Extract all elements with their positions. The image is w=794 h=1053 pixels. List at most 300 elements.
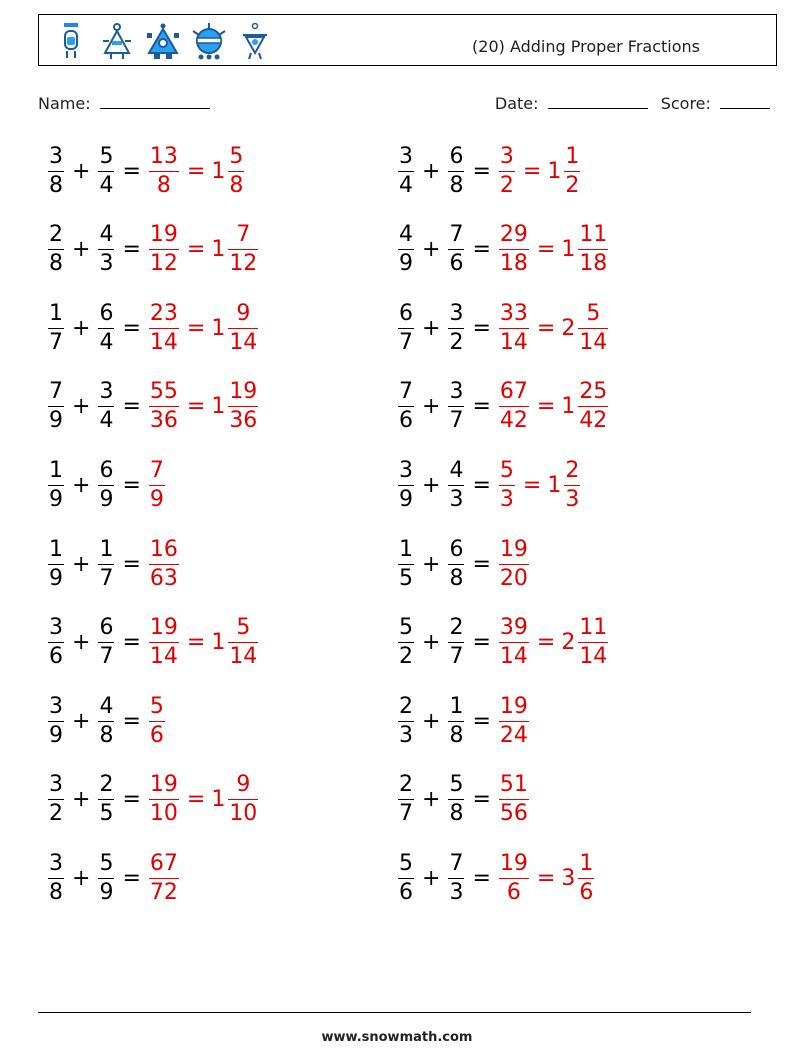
- score-line[interactable]: [720, 94, 770, 109]
- numerator: 3: [449, 379, 464, 405]
- answer-improper-fraction: [499, 617, 529, 668]
- addend-fraction: [448, 774, 464, 825]
- equals-sign: =: [536, 315, 556, 341]
- numerator: 3: [99, 379, 114, 405]
- plus-sign: +: [72, 472, 91, 498]
- denominator: 8: [229, 172, 244, 198]
- answer-whole-number: 1: [561, 394, 576, 420]
- answer: [497, 774, 531, 825]
- addend-fraction: [398, 224, 414, 275]
- problem-item: [396, 293, 610, 363]
- denominator: 56: [499, 801, 528, 827]
- denominator: 7: [399, 329, 413, 355]
- plus-sign: +: [422, 237, 441, 263]
- denominator: 72: [149, 879, 178, 905]
- equals-sign: =: [472, 630, 491, 656]
- denominator: 8: [149, 171, 179, 197]
- numerator: 7: [149, 457, 164, 483]
- addend-fraction: [448, 381, 464, 432]
- equals-sign: =: [522, 472, 542, 498]
- answer: [147, 224, 260, 275]
- addend-fraction: [48, 536, 64, 591]
- equals-sign: =: [472, 158, 491, 184]
- denominator: 8: [49, 172, 63, 198]
- answer-improper-fraction: [149, 693, 165, 748]
- answer: [497, 143, 582, 198]
- date-line[interactable]: [548, 94, 648, 109]
- answer: [147, 774, 260, 825]
- numerator: 7: [449, 222, 464, 248]
- addend-fraction: [98, 381, 114, 432]
- equals-sign: =: [122, 394, 141, 420]
- denominator: 9: [49, 486, 63, 512]
- equals-sign: =: [536, 865, 556, 891]
- denominator: 2: [399, 644, 413, 670]
- numerator: 7: [236, 222, 251, 248]
- denominator: 7: [99, 565, 114, 591]
- numerator: 5: [399, 850, 413, 876]
- numerator: 3: [49, 693, 63, 719]
- answer-improper-fraction: [149, 300, 179, 355]
- problem-item: [46, 529, 181, 599]
- robot-icon: [191, 21, 227, 61]
- numerator: 1: [49, 457, 63, 483]
- problem-item: [396, 765, 531, 835]
- answer-whole-number: 1: [211, 237, 226, 263]
- addend-fraction: [48, 381, 64, 432]
- numerator: 4: [399, 222, 413, 248]
- equals-sign: =: [186, 630, 206, 656]
- denominator: 14: [149, 329, 178, 355]
- denominator: 4: [399, 172, 413, 198]
- header-box: [38, 14, 777, 66]
- plus-sign: +: [72, 237, 91, 263]
- denominator: 7: [49, 329, 63, 355]
- answer-mixed-fraction: [564, 457, 580, 512]
- numerator: 2: [399, 693, 413, 719]
- numerator: 5: [236, 615, 251, 641]
- denominator: 4: [99, 408, 114, 434]
- plus-sign: +: [72, 315, 91, 341]
- equals-sign: =: [122, 708, 141, 734]
- equals-sign: =: [472, 472, 491, 498]
- plus-sign: +: [72, 551, 91, 577]
- numerator: 1: [565, 143, 580, 169]
- addend-fraction: [448, 693, 464, 748]
- numerator: 1: [49, 300, 63, 326]
- addend-fraction: [98, 224, 114, 275]
- plus-sign: +: [72, 865, 91, 891]
- addend-fraction: [398, 617, 414, 668]
- denominator: 3: [399, 722, 413, 748]
- equals-sign: =: [122, 472, 141, 498]
- answer-improper-fraction: [499, 224, 529, 275]
- answer-improper-fraction: [149, 536, 179, 591]
- addend-fraction: [48, 774, 64, 825]
- numerator: 6: [449, 536, 464, 562]
- answer: [497, 300, 610, 355]
- answer-mixed-fraction: [228, 224, 258, 275]
- answer: [497, 693, 531, 748]
- denominator: 14: [229, 644, 258, 670]
- numerator: 1: [579, 850, 594, 876]
- numerator: 13: [149, 143, 178, 169]
- denominator: 4: [99, 172, 114, 198]
- addend-fraction: [48, 457, 64, 512]
- equals-sign: =: [472, 237, 491, 263]
- numerator: 19: [229, 379, 258, 405]
- equals-sign: =: [472, 708, 491, 734]
- equals-sign: =: [122, 315, 141, 341]
- denominator: 10: [149, 801, 178, 827]
- addend-fraction: [448, 143, 464, 198]
- numerator: 55: [149, 379, 178, 405]
- problem-item: [396, 136, 582, 206]
- addend-fraction: [98, 536, 114, 591]
- answer-improper-fraction: [499, 457, 515, 512]
- plus-sign: +: [422, 472, 441, 498]
- numerator: 3: [399, 457, 413, 483]
- denominator: 6: [399, 408, 413, 434]
- answer: [147, 143, 246, 198]
- denominator: 7: [399, 801, 413, 827]
- name-label: Name:: [38, 94, 91, 113]
- answer-improper-fraction: [499, 774, 529, 825]
- plus-sign: +: [422, 315, 441, 341]
- answer-mixed-fraction: [578, 300, 608, 355]
- answer-whole-number: 1: [211, 787, 226, 813]
- denominator: 7: [99, 644, 114, 670]
- date-score-fields: [495, 94, 770, 113]
- denominator: 20: [499, 565, 528, 591]
- answer-mixed-fraction: [578, 617, 608, 668]
- addend-fraction: [398, 457, 414, 512]
- date-label: Date:: [494, 94, 539, 113]
- equals-sign: =: [186, 787, 206, 813]
- plus-sign: +: [72, 708, 91, 734]
- denominator: 63: [149, 565, 178, 591]
- denominator: 3: [99, 251, 114, 277]
- answer: [147, 300, 260, 355]
- problem-item: [396, 843, 596, 913]
- denominator: 42: [579, 408, 608, 434]
- denominator: 6: [499, 878, 529, 904]
- numerator: 3: [49, 615, 63, 641]
- robot-icons: [53, 21, 273, 61]
- denominator: 14: [579, 329, 608, 355]
- denominator: 9: [99, 879, 114, 905]
- plus-sign: +: [72, 630, 91, 656]
- addend-fraction: [48, 143, 64, 198]
- answer: [147, 536, 181, 591]
- answer-whole-number: 1: [211, 630, 226, 656]
- denominator: 2: [49, 801, 63, 827]
- answer: [147, 850, 181, 905]
- denominator: 3: [449, 486, 464, 512]
- robot-icon: [99, 21, 135, 61]
- robot-icon: [53, 21, 89, 61]
- denominator: 24: [499, 722, 528, 748]
- numerator: 2: [565, 457, 580, 483]
- numerator: 7: [449, 850, 464, 876]
- denominator: 18: [499, 251, 528, 277]
- numerator: 67: [499, 379, 528, 405]
- numerator: 4: [99, 222, 114, 248]
- denominator: 6: [579, 879, 594, 905]
- footer-divider: [38, 1012, 751, 1013]
- denominator: 10: [229, 801, 258, 827]
- numerator: 23: [149, 300, 178, 326]
- numerator: 19: [499, 536, 528, 562]
- denominator: 6: [149, 722, 164, 748]
- numerator: 19: [149, 772, 178, 798]
- answer-mixed-fraction: [578, 850, 594, 905]
- numerator: 39: [499, 615, 528, 641]
- numerator: 5: [99, 143, 114, 169]
- denominator: 36: [149, 408, 178, 434]
- answer-whole-number: 1: [547, 472, 562, 498]
- numerator: 19: [149, 615, 178, 641]
- answer-improper-fraction: [149, 224, 179, 275]
- equals-sign: =: [122, 865, 141, 891]
- denominator: 2: [499, 172, 514, 198]
- answer-mixed-fraction: [228, 774, 258, 825]
- numerator: 3: [399, 143, 413, 169]
- denominator: 9: [99, 486, 114, 512]
- numerator: 6: [99, 457, 114, 483]
- problem-item: [396, 372, 610, 442]
- equals-sign: =: [536, 237, 556, 263]
- denominator: 4: [99, 329, 114, 355]
- denominator: 2: [449, 329, 464, 355]
- answer-mixed-fraction: [578, 381, 608, 432]
- numerator: 11: [579, 222, 608, 248]
- denominator: 8: [449, 565, 464, 591]
- addend-fraction: [448, 224, 464, 275]
- addend-fraction: [48, 224, 64, 275]
- problem-item: [396, 608, 610, 678]
- problem-item: [396, 215, 610, 285]
- denominator: 14: [499, 329, 528, 355]
- problem-item: [46, 450, 167, 520]
- answer-improper-fraction: [499, 143, 515, 198]
- problem-item: [396, 529, 531, 599]
- addend-fraction: [48, 617, 64, 668]
- denominator: 8: [449, 172, 464, 198]
- denominator: 2: [565, 172, 580, 198]
- answer-whole-number: 1: [561, 237, 576, 263]
- numerator: 6: [99, 615, 114, 641]
- denominator: 3: [449, 879, 464, 905]
- addend-fraction: [98, 850, 114, 905]
- answer-improper-fraction: [149, 617, 179, 668]
- answer-improper-fraction: [499, 536, 529, 591]
- addend-fraction: [98, 143, 114, 198]
- equals-sign: =: [122, 551, 141, 577]
- answer: [497, 850, 596, 905]
- numerator: 2: [449, 615, 464, 641]
- addend-fraction: [98, 300, 114, 355]
- answer-improper-fraction: [499, 850, 529, 905]
- denominator: 14: [579, 644, 608, 670]
- addend-fraction: [448, 617, 464, 668]
- denominator: 6: [49, 644, 63, 670]
- answer-mixed-fraction: [578, 224, 608, 275]
- answer-whole-number: 2: [561, 315, 576, 341]
- answer: [147, 693, 167, 748]
- equals-sign: =: [472, 315, 491, 341]
- addend-fraction: [448, 536, 464, 591]
- denominator: 14: [499, 644, 528, 670]
- numerator: 67: [149, 850, 178, 876]
- answer: [497, 381, 610, 432]
- answer-improper-fraction: [149, 457, 165, 512]
- answer: [147, 381, 260, 432]
- robot-icon: [237, 21, 273, 61]
- equals-sign: =: [186, 315, 206, 341]
- equals-sign: =: [536, 394, 556, 420]
- addend-fraction: [398, 774, 414, 825]
- denominator: 7: [449, 408, 464, 434]
- addend-fraction: [98, 774, 114, 825]
- equals-sign: =: [122, 158, 141, 184]
- numerator: 1: [449, 693, 464, 719]
- addend-fraction: [398, 850, 414, 905]
- equals-sign: =: [186, 237, 206, 263]
- answer-mixed-fraction: [228, 381, 258, 432]
- addend-fraction: [48, 850, 64, 905]
- denominator: 6: [399, 879, 413, 905]
- footer-website: www.snowmath.com: [321, 1030, 473, 1045]
- equals-sign: =: [122, 237, 141, 263]
- numerator: 6: [449, 143, 464, 169]
- sheet-title: (20) Adding Proper Fractions: [472, 37, 700, 56]
- denominator: 3: [565, 486, 580, 512]
- answer-whole-number: 1: [211, 394, 226, 420]
- equals-sign: =: [472, 865, 491, 891]
- numerator: 11: [579, 615, 608, 641]
- numerator: 2: [49, 222, 63, 248]
- numerator: 5: [149, 693, 164, 719]
- addend-fraction: [398, 693, 414, 748]
- plus-sign: +: [72, 787, 91, 813]
- denominator: 14: [229, 329, 258, 355]
- denominator: 5: [399, 565, 413, 591]
- problem-item: [396, 686, 531, 756]
- answer-improper-fraction: [149, 774, 179, 825]
- answer-mixed-fraction: [228, 617, 258, 668]
- numerator: 6: [99, 300, 114, 326]
- denominator: 9: [49, 408, 63, 434]
- problem-item: [46, 293, 260, 363]
- equals-sign: =: [122, 630, 141, 656]
- denominator: 8: [449, 722, 464, 748]
- numerator: 2: [99, 772, 114, 798]
- answer-improper-fraction: [499, 693, 529, 748]
- addend-fraction: [398, 536, 414, 591]
- numerator: 5: [499, 457, 514, 483]
- plus-sign: +: [72, 158, 91, 184]
- addend-fraction: [98, 617, 114, 668]
- answer: [147, 457, 167, 512]
- numerator: 2: [399, 772, 413, 798]
- numerator: 5: [586, 300, 601, 326]
- plus-sign: +: [422, 394, 441, 420]
- problem-item: [46, 843, 181, 913]
- numerator: 7: [399, 379, 413, 405]
- denominator: 9: [399, 486, 413, 512]
- denominator: 12: [229, 251, 258, 277]
- numerator: 51: [499, 772, 528, 798]
- numerator: 19: [499, 850, 528, 876]
- plus-sign: +: [422, 158, 441, 184]
- numerator: 5: [449, 772, 464, 798]
- answer-whole-number: 1: [211, 315, 226, 341]
- addend-fraction: [48, 693, 64, 748]
- equals-sign: =: [522, 158, 542, 184]
- answer-mixed-fraction: [564, 143, 580, 198]
- answer-mixed-fraction: [228, 300, 258, 355]
- addend-fraction: [98, 457, 114, 512]
- answer-improper-fraction: [499, 300, 529, 355]
- equals-sign: =: [186, 394, 206, 420]
- plus-sign: +: [422, 708, 441, 734]
- denominator: 8: [49, 879, 63, 905]
- answer: [147, 617, 260, 668]
- answer-improper-fraction: [499, 381, 529, 432]
- answer: [497, 536, 531, 591]
- numerator: 3: [49, 143, 63, 169]
- equals-sign: =: [472, 394, 491, 420]
- addend-fraction: [448, 300, 464, 355]
- denominator: 18: [579, 251, 608, 277]
- answer: [497, 617, 610, 668]
- denominator: 14: [149, 644, 178, 670]
- numerator: 16: [149, 536, 178, 562]
- plus-sign: +: [422, 630, 441, 656]
- denominator: 5: [99, 801, 114, 827]
- answer-whole-number: 2: [561, 630, 576, 656]
- equals-sign: =: [472, 787, 491, 813]
- addend-fraction: [398, 143, 414, 198]
- denominator: 42: [499, 408, 528, 434]
- numerator: 3: [49, 772, 63, 798]
- addend-fraction: [448, 457, 464, 512]
- plus-sign: +: [422, 865, 441, 891]
- numerator: 4: [99, 693, 114, 719]
- denominator: 8: [449, 801, 464, 827]
- answer-whole-number: 1: [547, 158, 562, 184]
- addend-fraction: [448, 850, 464, 905]
- numerator: 3: [449, 300, 464, 326]
- problem-item: [46, 215, 260, 285]
- denominator: 9: [149, 486, 164, 512]
- numerator: 5: [229, 143, 244, 169]
- problem-item: [46, 372, 260, 442]
- answer-improper-fraction: [149, 850, 179, 905]
- plus-sign: +: [422, 551, 441, 577]
- addend-fraction: [98, 693, 114, 748]
- denominator: 9: [399, 251, 413, 277]
- name-field[interactable]: [38, 94, 210, 113]
- numerator: 1: [399, 536, 413, 562]
- numerator: 19: [499, 693, 528, 719]
- name-line[interactable]: [100, 94, 210, 109]
- denominator: 3: [499, 486, 514, 512]
- denominator: 8: [49, 251, 63, 277]
- addend-fraction: [48, 300, 64, 355]
- equals-sign: =: [536, 630, 556, 656]
